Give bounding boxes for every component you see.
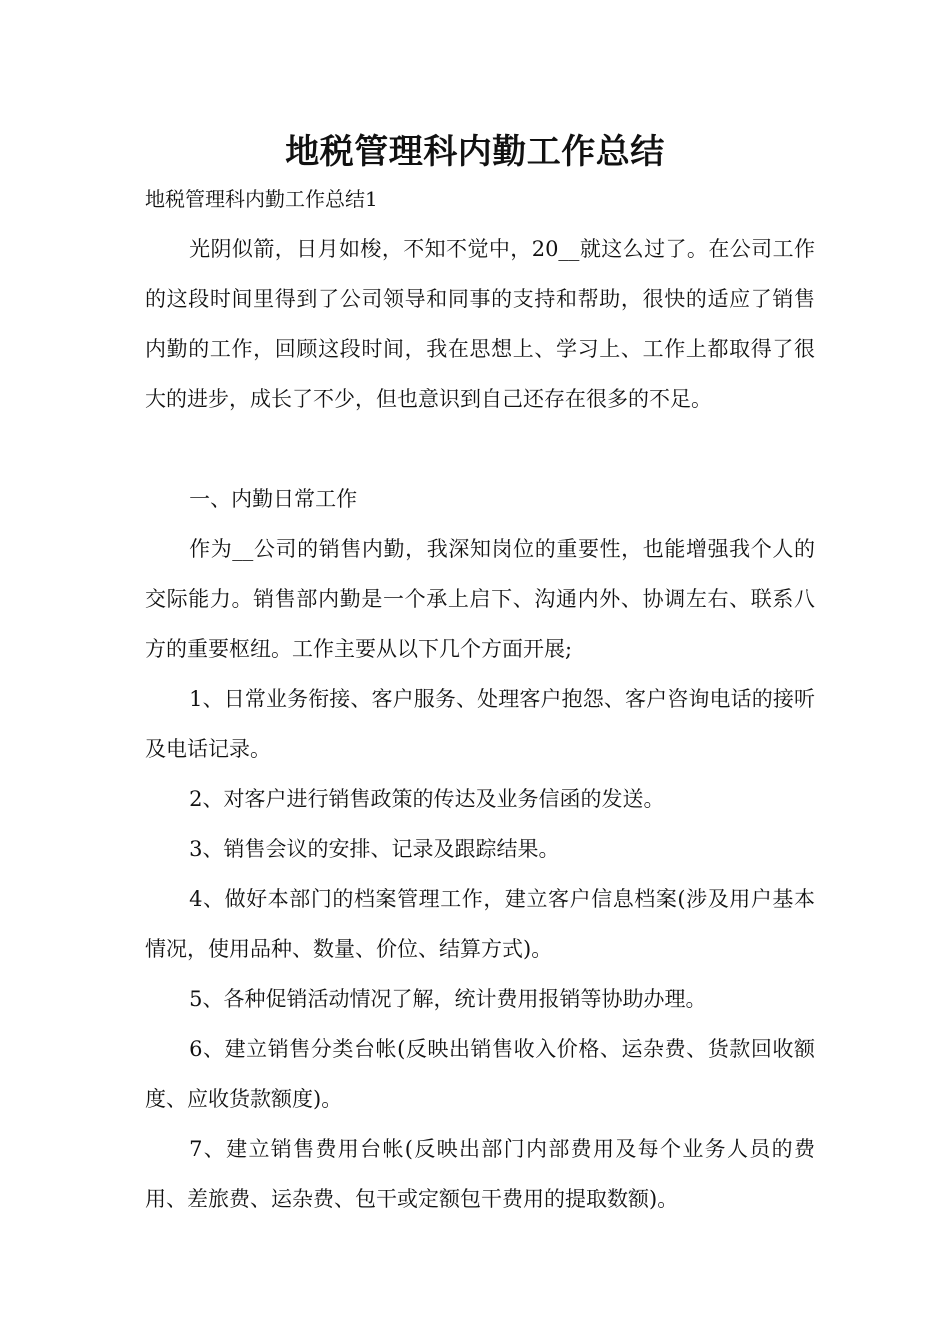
list-item-3: 3、销售会议的安排、记录及跟踪结果。 [189, 837, 560, 861]
document-subtitle: 地税管理科内勤工作总结1 [145, 187, 378, 211]
list-item-2: 2、对客户进行销售政策的传达及业务信函的发送。 [189, 787, 665, 811]
list-item-6: 6、建立销售分类台帐(反映出销售收入价格、运杂费、货款回收额度、应收货款额度)。 [145, 1037, 815, 1111]
section-heading-daily-work: 一、内勤日常工作 [189, 487, 358, 511]
paragraph-intro: 光阴似箭，日月如梭，不知不觉中，20__就这么过了。在公司工作的这段时间里得到了公司领导和同事的支持和帮助，很快的适应了销售内勤的工作，回顾这段时间，我在思想上、学习上、工作上都取得了很大的进步，成长了不少，但也意识到自己还存在很多的不足。 [145, 237, 815, 411]
list-item-7: 7、建立销售费用台帐(反映出部门内部费用及每个业务人员的费用、差旅费、运杂费、包干或定额包干费用的提取数额)。 [145, 1137, 815, 1211]
list-item-5: 5、各种促销活动情况了解，统计费用报销等协助办理。 [189, 987, 707, 1011]
list-item-4: 4、做好本部门的档案管理工作，建立客户信息档案(涉及用户基本情况，使用品种、数量、价位、结算方式)。 [145, 887, 815, 961]
list-item-1: 1、日常业务衔接、客户服务、处理客户抱怨、客户咨询电话的接听及电话记录。 [145, 687, 815, 761]
document-title: 地税管理科内勤工作总结 [285, 132, 665, 172]
paragraph-role: 作为__公司的销售内勤，我深知岗位的重要性，也能增强我个人的交际能力。销售部内勤是一个承上启下、沟通内外、协调左右、联系八方的重要枢纽。工作主要从以下几个方面开展; [145, 537, 815, 661]
